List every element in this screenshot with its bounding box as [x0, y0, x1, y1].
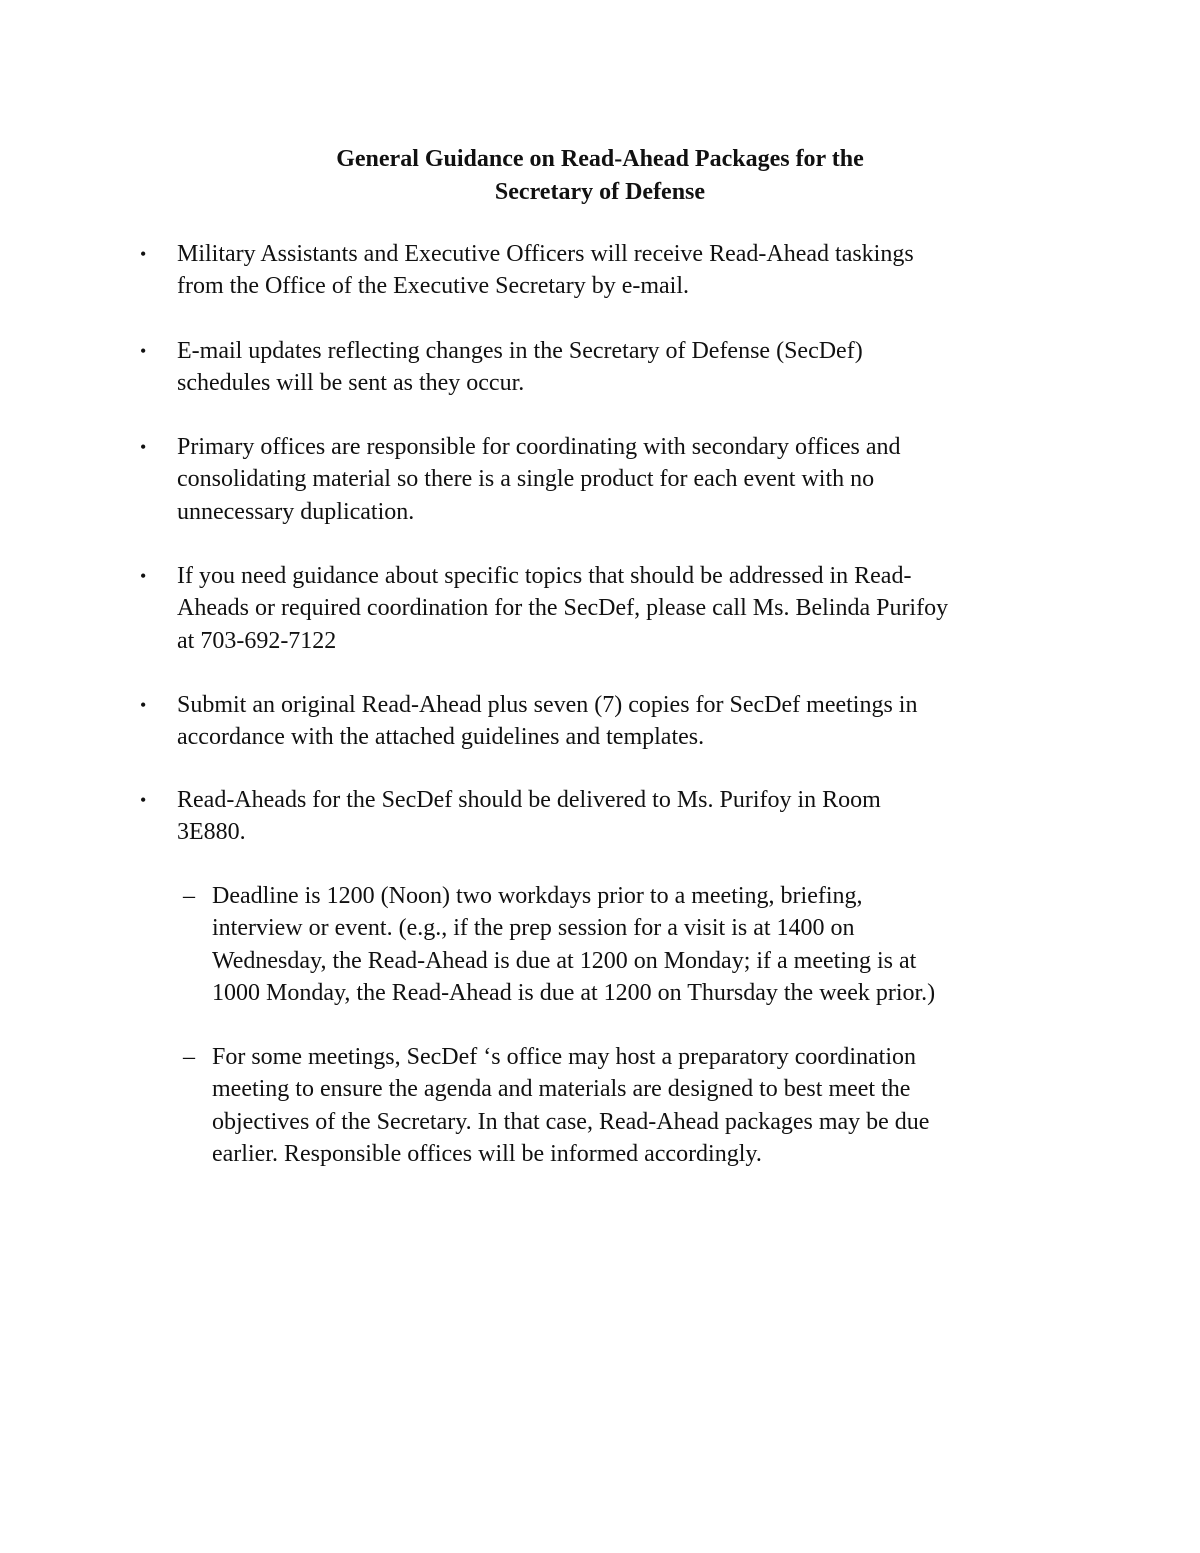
title-line-2: Secretary of Defense	[494, 179, 706, 205]
bullet-icon: •	[140, 695, 147, 715]
bullet-line: from the Office of the Executive Secretary by e-mail.	[177, 273, 690, 300]
sub-item-line: Wednesday, the Read-Ahead is due at 1200 on Monday; if a meeting is at	[212, 947, 917, 974]
bullet-line: 3E880.	[177, 819, 246, 846]
sub-item-line: earlier. Responsible offices will be informed accordingly.	[212, 1140, 762, 1167]
sub-item-line: Deadline is 1200 (Noon) two workdays prior to a meeting, briefing,	[212, 883, 863, 909]
bullet-icon: •	[140, 437, 147, 457]
title-line-1: General Guidance on Read-Ahead Packages for the	[336, 146, 864, 172]
bullet-line: Military Assistants and Executive Officers will receive Read-Ahead taskings	[177, 241, 914, 267]
sub-item-line: interview or event. (e.g., if the prep session for a visit is at 1400 on	[212, 915, 855, 942]
bullet-icon: •	[140, 244, 147, 264]
bullet-line: accordance with the attached guidelines and templates.	[177, 724, 705, 751]
bullet-line: E-mail updates reflecting changes in the Secretary of Defense (SecDef)	[177, 338, 863, 364]
sub-item-line: For some meetings, SecDef ‘s office may host a preparatory coordination	[212, 1044, 917, 1070]
bullet-line: Primary offices are responsible for coordinating with secondary offices and	[177, 434, 901, 460]
sub-item-line: 1000 Monday, the Read-Ahead is due at 1200 on Thursday the week prior.)	[212, 979, 936, 1006]
sub-item-line: objectives of the Secretary. In that case, Read-Ahead packages may be due	[212, 1108, 930, 1135]
bullet-line: Read-Aheads for the SecDef should be delivered to Ms. Purifoy in Room	[177, 787, 881, 813]
bullet-line: schedules will be sent as they occur.	[177, 370, 525, 397]
bullet-icon: •	[140, 566, 147, 586]
bullet-icon: •	[140, 790, 147, 810]
sub-item-line: meeting to ensure the agenda and materials are designed to best meet the	[212, 1076, 911, 1103]
bullet-line: consolidating material so there is a single product for each event with no	[177, 466, 875, 493]
bullet-icon: •	[140, 341, 147, 361]
document-title	[0, 143, 1200, 209]
bullet-line: unnecessary duplication.	[177, 498, 415, 525]
dash-icon: –	[183, 1044, 195, 1070]
bullet-line: Aheads or required coordination for the SecDef, please call Ms. Belinda Purifoy	[177, 595, 949, 622]
bullet-line: If you need guidance about specific topics that should be addressed in Read-	[177, 563, 912, 589]
bullet-line: at 703-692-7122	[177, 627, 337, 654]
dash-icon: –	[183, 883, 195, 909]
bullet-line: Submit an original Read-Ahead plus seven (7) copies for SecDef meetings in	[177, 692, 918, 718]
